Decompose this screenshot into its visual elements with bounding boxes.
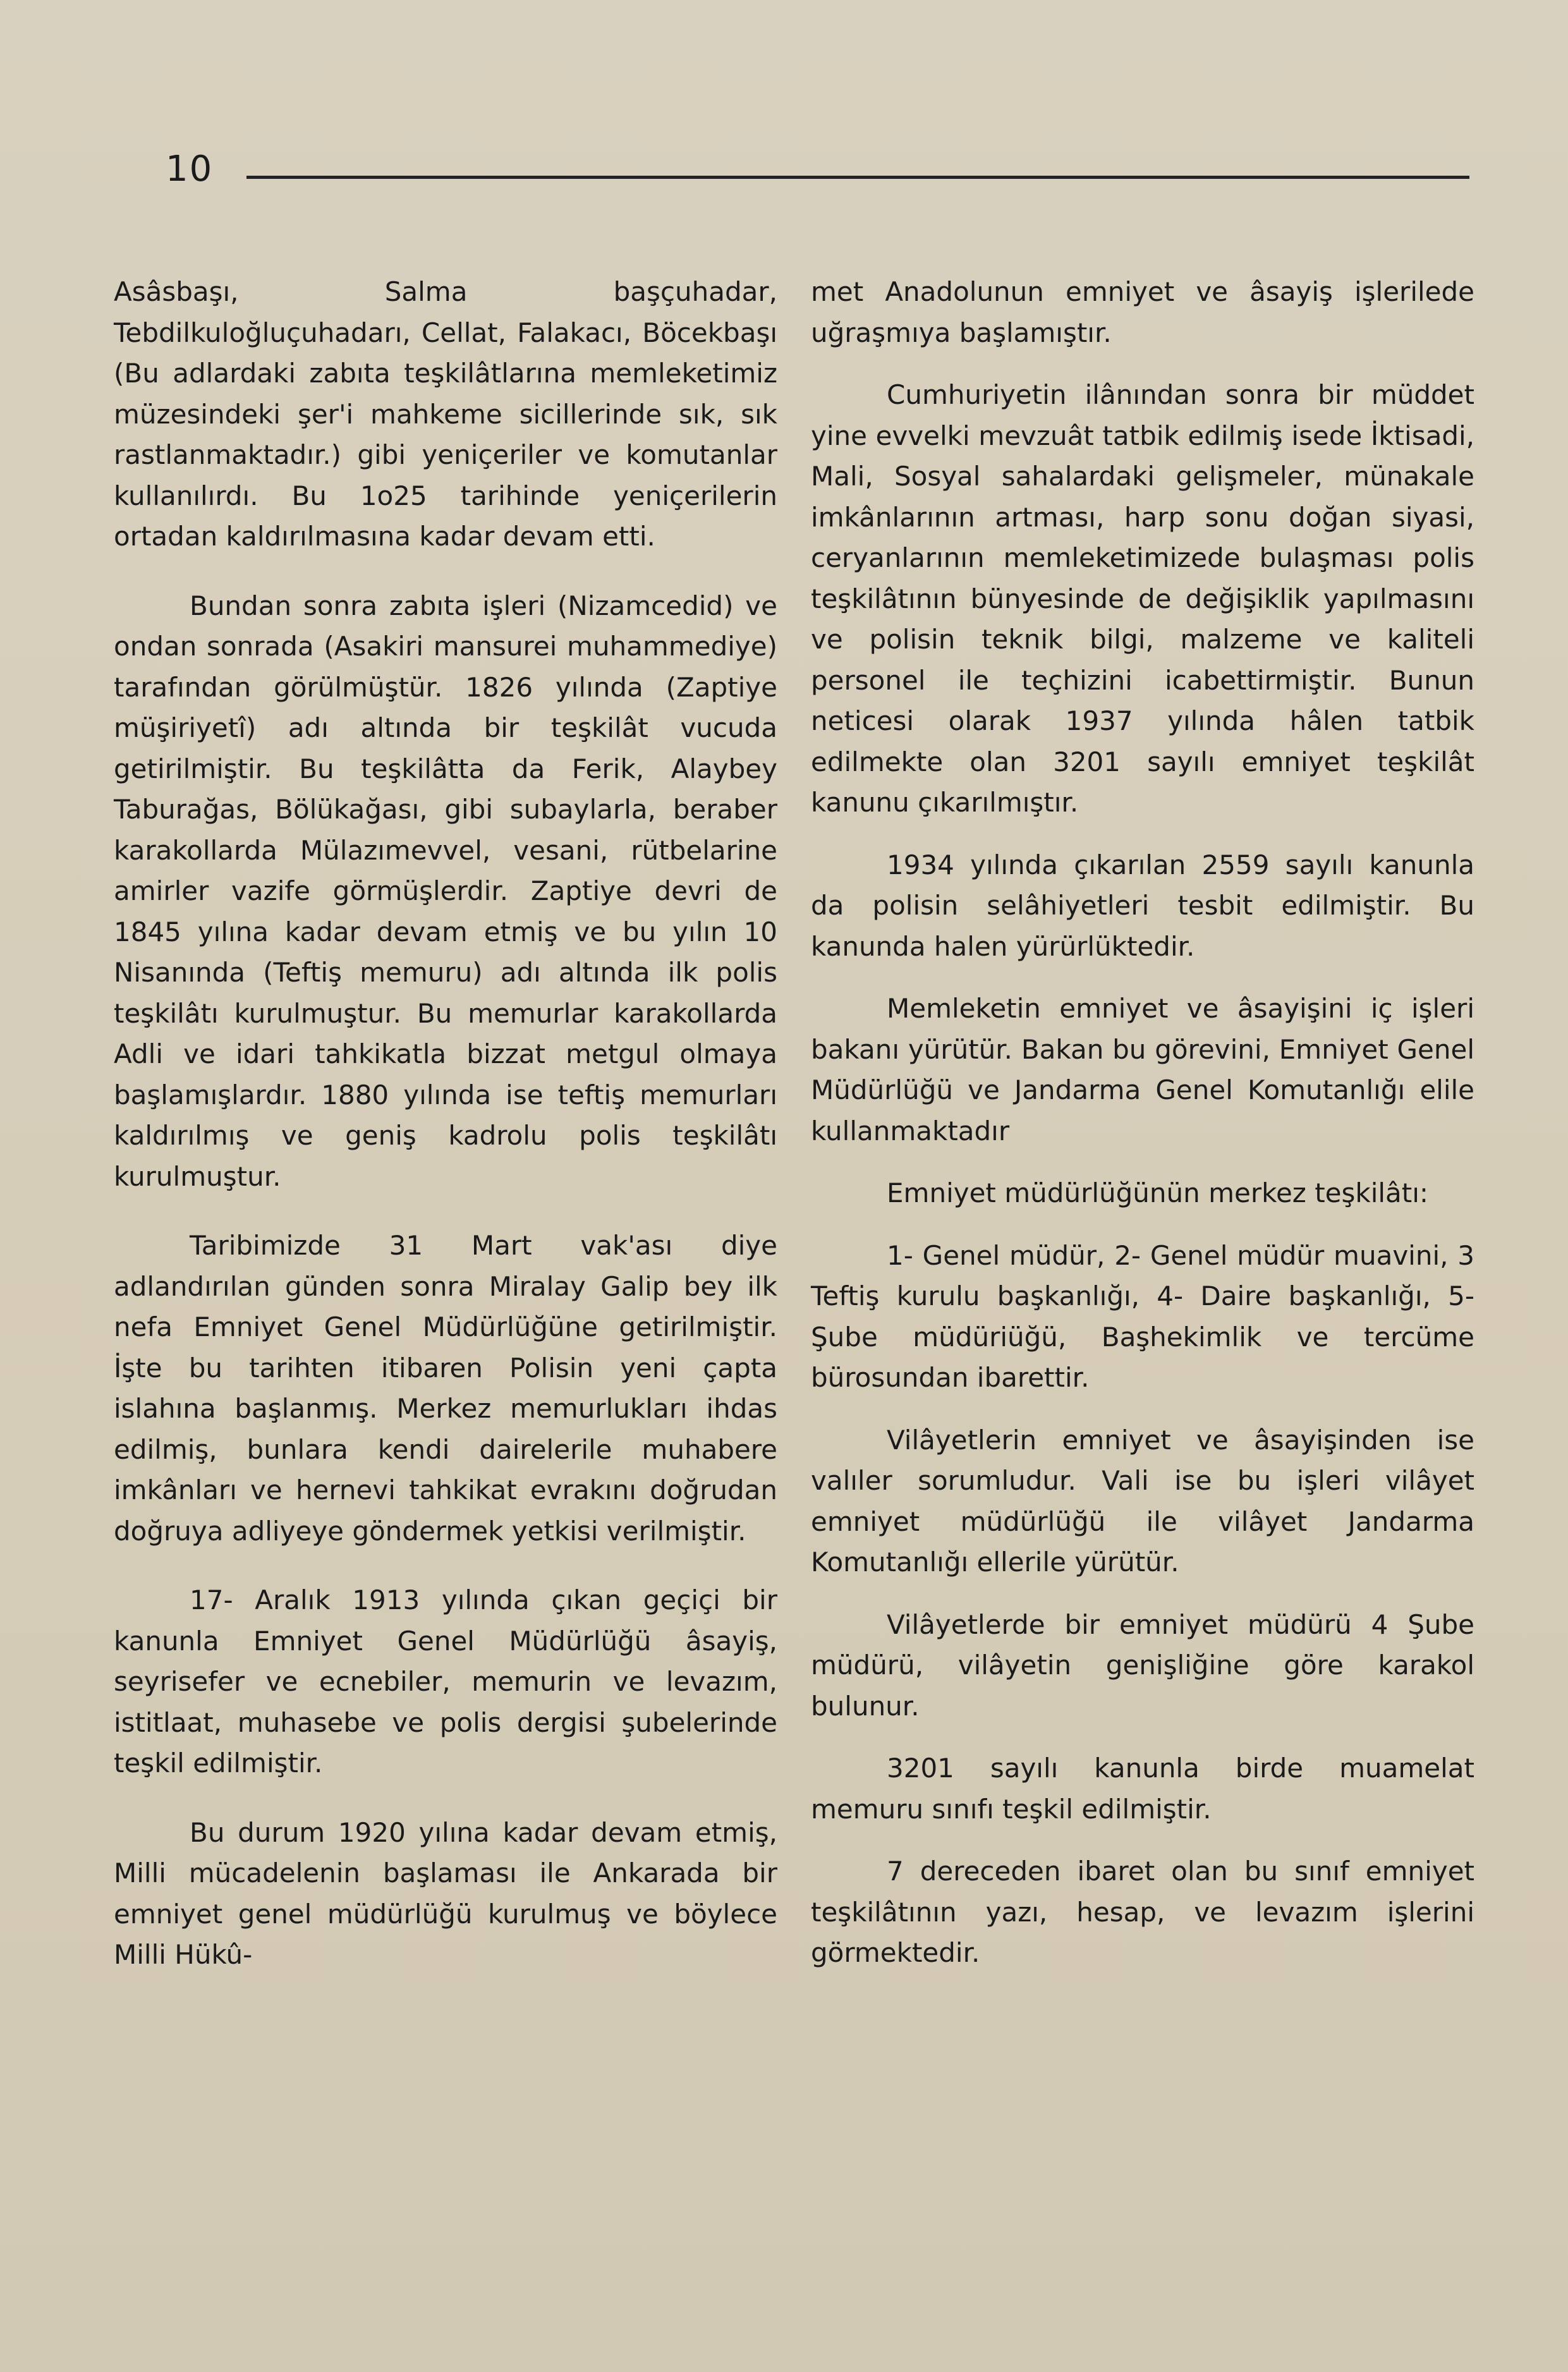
paragraph: met Anadolunun emniyet ve âsayiş işlerilede uğraşmıya başlamıştır. — [811, 276, 1474, 348]
paragraph: Bundan sonra zabıta işleri (Nizamcedid) ve ondan sonrada (Asakiri mansurei muhammediye) tarafından görülmüştür. 1826 yılında (Zaptiye müşiriyetî) adı altında bir teşkilât vucuda getirilmiştir. Bu teşkilâtta da Ferik, Alaybey Taburağas, Bölükağası, gibi subaylarla, beraber karakollarda Mülazımevvel, vesani, rütbelarine amirler vazife görmüşlerdir. Zaptiye devri de 1845 yılına kadar devam etmiş ve bu yılın 10 Nisanında (Teftiş memuru) adı altında ilk polis teşkilâtı kurulmuştur. Bu memurlar karakollarda Adli ve idari tahkikatla bizzat metgul olmaya başlamışlardır. 1880 yılında ise teftiş memurları kaldırılmış ve geniş kadrolu polis teşkilâtı kurulmuştur. — [114, 590, 777, 1192]
right-column — [811, 272, 1474, 1995]
paragraph: 7 dereceden ibaret olan bu sınıf emniyet teşkilâtının yazı, hesap, ve levazım işlerini görmektedir. — [811, 1856, 1474, 1968]
paragraph: Bu durum 1920 yılına kadar devam etmiş, Milli mücadelenin başlaması ile Ankarada bir emniyet genel müdürlüğü kurulmuş ve böylece Milli Hükû- — [114, 1816, 777, 1970]
paragraph: 3201 sayılı kanunla birde muamelat memuru sınıfı teşkil edilmiştir. — [811, 1753, 1474, 1825]
paragraph: 1- Genel müdür, 2- Genel müdür muavini, 3 Teftiş kurulu başkanlığı, 4- Daire başkanlığı, 5- Şube müdüriüğü, Başhekimlik ve tercüme bürosundan ibarettir. — [811, 1239, 1474, 1393]
paragraph: Vilâyetlerde bir emniyet müdürü 4 Şube müdürü, vilâyetin genişliğine göre karakol bulunur. — [811, 1609, 1474, 1722]
paragraph: Emniyet müdürlüğünün merkez teşkilâtı: — [887, 1177, 1429, 1208]
paragraph: Vilâyetlerin emniyet ve âsayişinden ise valıler sorumludur. Vali ise bu işleri vilâyet emniyet müdürlüğü ile vilâyet Jandarma Komutanlığı ellerile yürütür. — [811, 1424, 1474, 1578]
paragraph: 17- Aralık 1913 yılında çıkan geçiçi bir kanunla Emniyet Genel Müdürlüğü âsayiş, seyrisefer ve ecnebiler, memurin ve levazım, istitlaat, muhasebe ve polis dergisi şubelerinde teşkil edilmiştir. — [114, 1584, 777, 1779]
left-column — [114, 272, 777, 2004]
page-number: 10 — [166, 149, 214, 190]
paragraph: Memleketin emniyet ve âsayişini iç işleri bakanı yürütür. Bakan bu görevini, Emniyet Genel Müdürlüğü ve Jandarma Genel Komutanlığı elile kullanmaktadır — [811, 993, 1474, 1146]
paragraph: 1934 yılında çıkarılan 2559 sayılı kanunla da polisin selâhiyetleri tesbit edilmiştir. Bu kanunda halen yürürlüktedir. — [811, 849, 1474, 962]
header-rule — [246, 176, 1469, 179]
paragraph: Taribimizde 31 Mart vak'ası diye adlandırılan günden sonra Miralay Galip bey ilk nefa Emniyet Genel Müdürlüğüne getirilmiştir. İşte bu tarihten itibaren Polisin yeni çapta islahına başlanmış. Merkez memurlukları ihdas edilmiş, bunlara kendi dairelerile muhabere imkânları ve hernevi tahkikat evrakını doğrudan doğruya adliyeye göndermek yetkisi verilmiştir. — [114, 1230, 777, 1547]
paragraph: Cumhuriyetin ilânından sonra bir müddet yine evvelki mevzuât tatbik edilmiş isede İktisadi, Mali, Sosyal sahalardaki gelişmeler, münakale imkânlarının artması, harp sonu doğan siyasi, ceryanlarının memleketimizede bulaşması polis teşkilâtının bünyesinde de değişiklik yapılmasını ve polisin teknik bilgi, malzeme ve kaliteli personel ile teçhizini icabettirmiştir. Bunun neticesi olarak 1937 yılında hâlen tatbik edilmekte olan 3201 sayılı emniyet teşkilât kanunu çıkarılmıştır. — [811, 379, 1474, 818]
paragraph: Asâsbaşı, Salma başçuhadar, Tebdilkuloğluçuhadarı, Cellat, Falakacı, Böcekbaşı (Bu adlardaki zabıta teşkilâtlarına memleketimiz müzesindeki şer'i mahkeme sicillerinde sık, sık rastlanmaktadır.) gibi yeniçeriler ve komutanlar kullanılırdı. Bu 1o25 tarihinde yeniçerilerin ortadan kaldırılmasına kadar devam etti. — [114, 276, 777, 552]
